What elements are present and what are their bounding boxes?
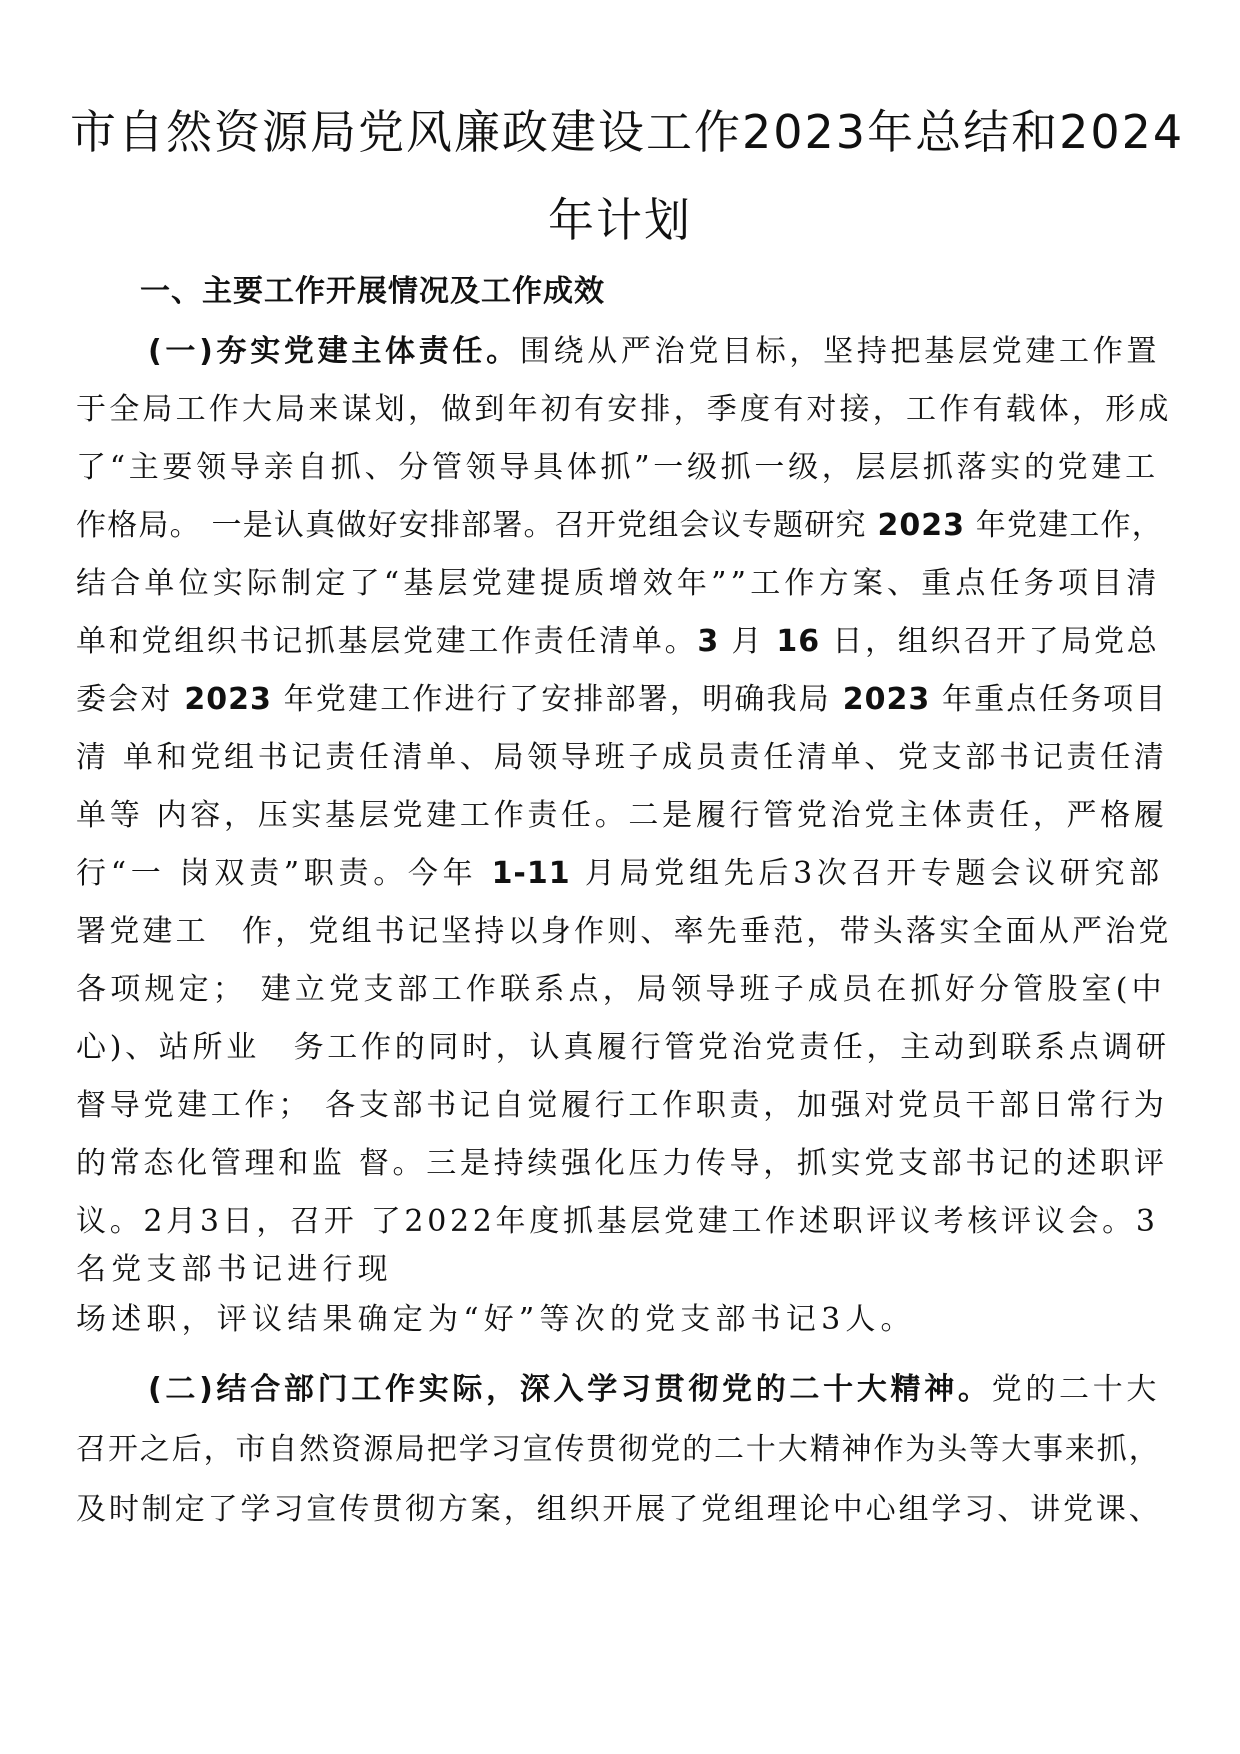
para1-line6-text-e: 日，组织召开了局党总 xyxy=(832,624,1160,659)
para1-line13: 心)、站所业 务工作的同时，认真履行管党治党责任，主动到联系点调研 xyxy=(76,1030,1170,1065)
para1-line18: 场述职，评议结果确定为“好”等次的党支部书记3人。 xyxy=(76,1302,916,1337)
para1-line2: 于全局工作大局来谋划，做到年初有安排，季度有对接，工作有载体，形成 xyxy=(76,392,1172,427)
para1-line10-text-c: 月局党组先后3次召开专题会议研究部 xyxy=(584,856,1164,891)
document-title-line1: 市自然资源局党风廉政建设工作2023年总结和2024 xyxy=(70,105,1185,159)
para1-line10 xyxy=(76,848,1164,892)
para1-line6-text-a: 单和党组织书记抓基层党建工作责任清单。 xyxy=(76,624,698,659)
section1-heading: 一、主要工作开展情况及工作成效 xyxy=(140,274,605,309)
para1-line7-text-a: 委会对 xyxy=(76,682,173,717)
para1-line7 xyxy=(76,674,1167,718)
para1-line4-text-c: 年党建工作， xyxy=(975,508,1163,543)
para2-line1 xyxy=(148,1364,1160,1408)
para1-line8: 清 单和党组书记责任清单、局领导班子成员责任清单、党支部书记责任清 xyxy=(76,740,1168,775)
para1-line4-text-a: 作格局。 一是认真做好安排部署。召开党组会议专题研究 xyxy=(76,508,867,543)
para1-line11: 署党建工 作，党组书记坚持以身作则、率先垂范，带头落实全面从严治党 xyxy=(76,914,1172,949)
para1-line7-text-c: 年党建工作进行了安排部署，明确我局 xyxy=(283,682,832,717)
para1-line5: 结合单位实际制定了“基层党建提质增效年””工作方案、重点任务项目清 xyxy=(76,566,1161,601)
para1-line4-year: 2023 xyxy=(877,508,965,543)
para1-line6-month: 3 xyxy=(697,624,720,659)
para1-line6-text-c: 月 xyxy=(731,624,765,659)
para1-line6 xyxy=(76,616,1159,660)
para1-line15: 的常态化管理和监 督。三是持续强化压力传导，抓实党支部书记的述职评 xyxy=(76,1146,1168,1181)
para1-line17: 名党支部书记进行现 xyxy=(76,1252,393,1287)
para2-line3: 及时制定了学习宣传贯彻方案，组织开展了党组理论中心组学习、讲党课、 xyxy=(76,1492,1162,1527)
para1-line16: 议。2月3日，召开 了2022年度抓基层党建工作述职评议考核评议会。3 xyxy=(76,1204,1159,1239)
para1-line6-day: 16 xyxy=(776,624,821,659)
para2-lead: (二)结合部门工作实际，深入学习贯彻党的二十大精神。 xyxy=(148,1372,992,1407)
para1-line10-range: 1-11 xyxy=(491,856,571,891)
para1-line4 xyxy=(76,500,1163,544)
para1-line12: 各项规定； 建立党支部工作联系点，局领导班子成员在抓好分管股室(中 xyxy=(76,972,1166,1007)
para1-lead: (一)夯实党建主体责任。 xyxy=(148,334,520,369)
para1-line7-text-e: 年重点任务项目 xyxy=(942,682,1168,717)
document-title-line2: 年计划 xyxy=(548,193,692,247)
para1-line7-year1: 2023 xyxy=(184,682,272,717)
para1-line3: 了“主要领导亲自抓、分管领导具体抓”一级抓一级，层层抓落实的党建工 xyxy=(76,450,1159,485)
para1-line1-text: 围绕从严治党目标，坚持把基层党建工作置 xyxy=(519,334,1161,369)
para1-line1 xyxy=(148,326,1160,370)
para1-line9: 单等 内容，压实基层党建工作责任。二是履行管党治党主体责任，严格履 xyxy=(76,798,1168,833)
para1-line10-text-a: 行“一 岗双责”职责。今年 xyxy=(76,856,478,891)
para2-line1-text: 党的二十大 xyxy=(991,1372,1161,1407)
para2-line2: 召开之后，市自然资源局把学习宣传贯彻党的二十大精神作为头等大事来抓， xyxy=(76,1432,1161,1467)
para1-line14: 督导党建工作； 各支部书记自觉履行工作职责，加强对党员干部日常行为 xyxy=(76,1088,1168,1123)
para1-line7-year2: 2023 xyxy=(842,682,931,717)
